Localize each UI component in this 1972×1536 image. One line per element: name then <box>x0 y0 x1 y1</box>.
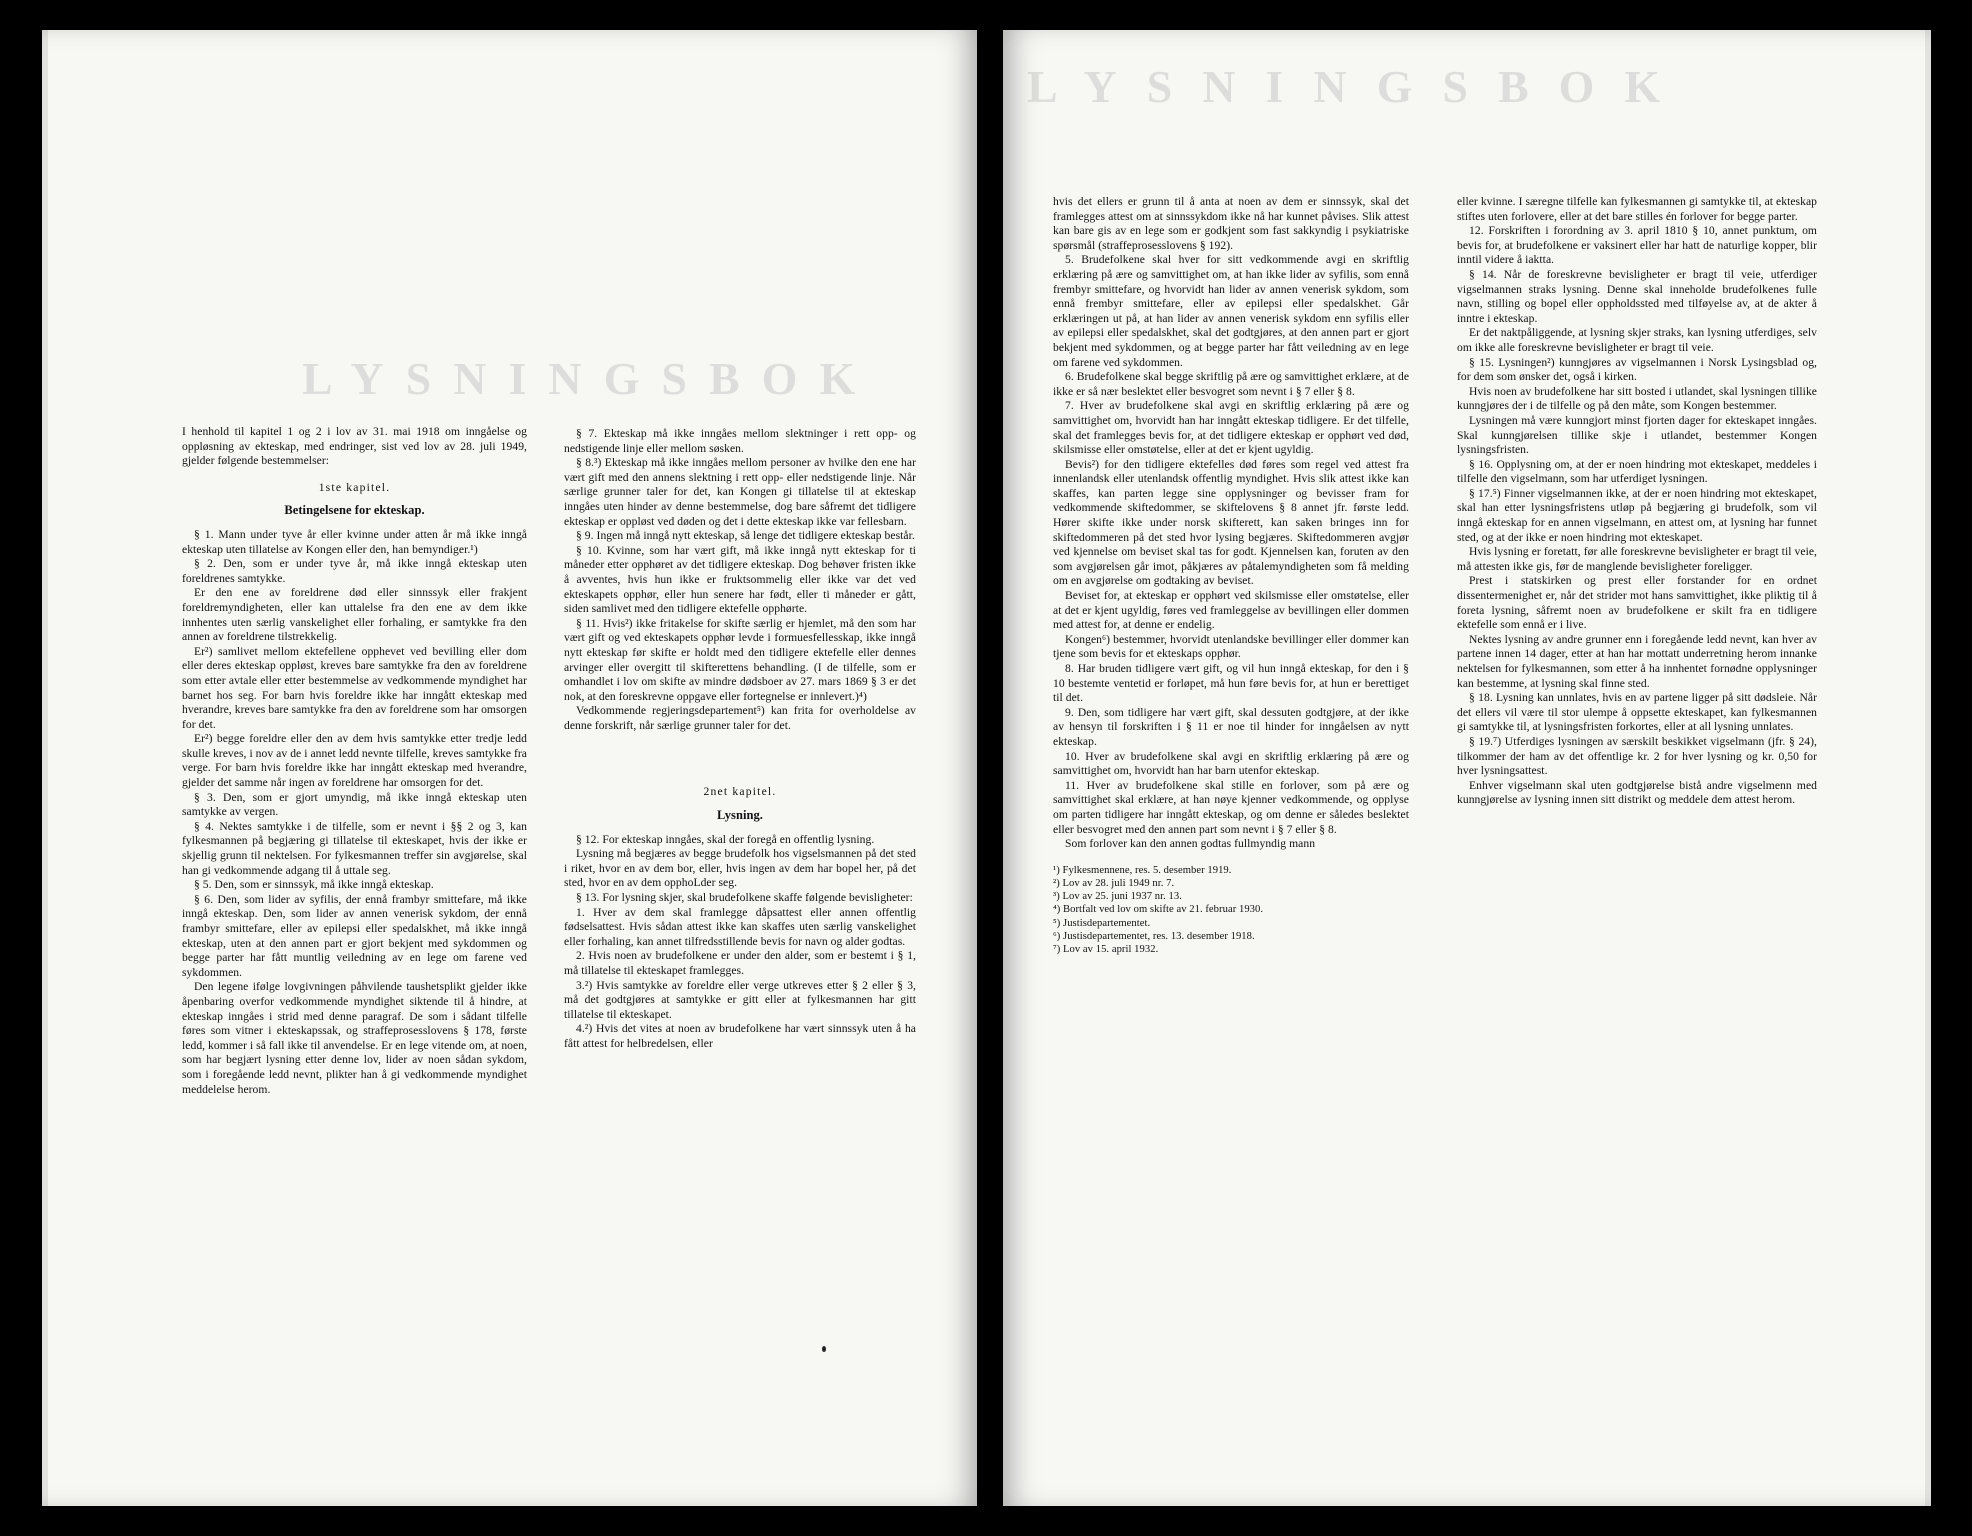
paragraph: 3.²) Hvis samtykke av foreldre eller verge utkreves etter § 2 eller § 3, må det godtgjøres at samtykke er gitt eller at fylkesmannen har gitt tillatelse til ekteskapet. <box>564 978 916 1021</box>
footnote: ⁴) Bortfalt ved lov om skifte av 21. februar 1930. <box>1053 904 1264 916</box>
paragraph: § 16. Opplysning om, at der er noen hindring mot ekteskapet, meddeles i tilfelle den vigselmann, som har utferdiget lysningen. <box>1457 457 1817 486</box>
paragraph: Kongen⁶) bestemmer, hvorvidt utenlandske bevillinger eller dommer kan tjene som bevis for et ekteskaps opphør. <box>1053 632 1409 661</box>
footnotes <box>1053 864 1409 956</box>
paragraph: § 17.⁵) Finner vigselmannen ikke, at der er noen hindring mot ekteskapet, skal han etter lysningsfristens utløp på begjæring gi brudefolk, som vil inngå ekteskap for en annen vigselmann, en attest om, at lysning har funnet sted, og at der ikke er noen hindring mot ekteskapet. <box>1457 486 1817 544</box>
paragraph: 8. Har bruden tidligere vært gift, og vil hun inngå ekteskap, for den i § 10 bestemte ventetid er forløpet, må hun føre bevis for, at hun er berettiget til det. <box>1053 662 1409 705</box>
paragraph: 10. Hver av brudefolkene skal avgi en skriftlig erklæring på ære og samvittighet om, hvorvidt han har barn utenfor ekteskap. <box>1053 749 1409 778</box>
bleed-through-heading: LYSNINGSBOK <box>1027 61 1691 112</box>
paragraph: 9. Den, som tidligere har vært gift, skal dessuten godtgjøre, at der ikke av hensyn til forskriften i § 11 er noe til hinder for inngåelsen av nytt ekteskap. <box>1053 705 1409 748</box>
paragraph: Bevis²) for den tidligere ektefelles død føres som regel ved attest fra innenlandsk eller utenlandsk offentlig myndighet. Hvis slik attest ikke kan skaffes, kan parten legge sine opplysninger og bevisser fram for vedkommende skiftedommer, se skiftelovens § 8 annet jfr. første ledd. Hører skifte ikke under norsk skifterett, kan saken bringes inn for skiftedommeren på det sted hvor lysing begjæres. Skiftedommeren avgjør ved kjennelse om beviset skal tas for godt. Kjennelsen kan, foruten av den som avgjørelsen går imot, påkjæres av påtalemyndigheten som få melding om en avgjørelse om godtaking av beviset. <box>1053 457 1409 588</box>
paragraph: hvis det ellers er grunn til å anta at noen av dem er sinnssyk, skal det framlegges attest om at sinnssykdom ikke nå har kunnet påvises. Slik attest kan bare gis av en lege som er godkjent som fast sakkyndig i psykiatriske spørsmål (straffeprosesslovens § 192). <box>1053 195 1409 252</box>
right-column-1 <box>1053 195 1409 956</box>
footnote: ¹) Fylkesmennene, res. 5. desember 1919. <box>1053 864 1232 876</box>
paragraph: § 5. Den, som er sinnssyk, må ikke inngå ekteskap. <box>194 878 434 892</box>
footnote: ⁶) Justisdepartementet, res. 13. desember 1918. <box>1053 930 1255 942</box>
paragraph: Er det naktpåliggende, at lysning skjer straks, kan lysning utferdiges, selv om ikke alle foreskrevne bevisligheter er bragt til veie. <box>1457 326 1817 354</box>
paragraph: Nektes lysning av andre grunner enn i foregående ledd nevnt, kan hver av partene innen 14 dager, etter at han har mottatt underretning herom innanke nektelsen for fylkesmannen, som etter å ha innhentet fornødne opplysninger kan bestemme, at lysning skal finne sted. <box>1457 632 1817 690</box>
paragraph: Lysning må begjæres av begge brudefolk hos vigselsmannen på det sted i riket, hvor en av dem bor, eller, hvis ingen av dem har bopel her, på det sted, hvor en av dem opphoLder seg. <box>564 847 916 890</box>
paragraph: Er den ene av foreldrene død eller sinnssyk eller frakjent foreldremyndigheten, eller kan uttalelse fra den ene av dem ikke innhentes uten særlig vanskelighet eller forhaling, er samtykke fra den annen av foreldrene tilstrekkelig. <box>182 586 527 644</box>
footnote: ³) Lov av 25. juni 1937 nr. 13. <box>1053 891 1182 903</box>
paragraph: 2. Hvis noen av brudefolkene er under den alder, som er bestemt i § 1, må tillatelse til ekteskapet framlegges. <box>564 949 916 977</box>
paragraph: § 15. Lysningen²) kunngjøres av vigselmannen i Norsk Lysingsblad og, for dem som ønsker det, også i kirken. <box>1457 355 1817 384</box>
left-page <box>42 30 977 1506</box>
paragraph: § 8.³) Ekteskap må ikke inngåes mellom personer av hvilke den ene har vært gift med den annens slektning i rett opp- eller nedstigende linje. Når særlige grunner taler for det, kan Kongen gi tillatelse til at ekteskap inngåes uten hinder av denne bestemmelse, dog bare såfremt det tidligere ekteskap er oppløst ved døden og det i dette ekteskap ikke var fellesbarn. <box>564 456 916 528</box>
paragraph: Hvis lysning er foretatt, før alle foreskrevne bevisligheter er bragt til veie, må attesten ikke gis, før de manglende bevisligheter foreligger. <box>1457 545 1817 573</box>
paragraph: § 3. Den, som er gjort umyndig, må ikke inngå ekteskap uten samtykke av vergen. <box>182 790 527 819</box>
chapter-2-heading: 2net kapitel. <box>703 785 777 799</box>
paragraph: § 7. Ekteskap må ikke inngåes mellom slektninger i rett opp- og nedstigende linje eller mellom søsken. <box>564 427 916 455</box>
paragraph: Er²) begge foreldre eller den av dem hvis samtykke etter tredje ledd skulle kreves, i nov av de i annet ledd nevnte tilfelle, kreves samtykke fra verge. For barn hvis foreldre ikke har inngått ekteskap med hverandre, gjelder det samme når ingen av foreldrene har omsorgen for det. <box>182 732 527 790</box>
footnote: ⁵) Justisdepartementet. <box>1053 917 1151 929</box>
paragraph: Lysningen må være kunngjort minst fjorten dager for ekteskapet inngåes. Skal kunngjørelsen tillike skje i utlandet, bestemmer Kongen lysningsfristen. <box>1457 413 1817 457</box>
chapter-1-heading: 1ste kapitel. <box>318 480 391 494</box>
paragraph: Enhver vigselmann skal uten godtgjørelse bistå andre vigselmenn med kunngjørelse av lysning innen sitt distrikt og meddele dem attest herom. <box>1457 778 1817 807</box>
paragraph: § 18. Lysning kan unnlates, hvis en av partene ligger på sitt dødsleie. Når det ellers vil være til stor ulempe å oppsette ekteskapet, kan fylkesmannen gi samtykke til, at lysningsfristen forkortes, eller at all lysning unnlates. <box>1457 691 1817 734</box>
ink-speck <box>822 1346 826 1352</box>
paragraph: § 9. Ingen må inngå nytt ekteskap, så lenge det tidligere ekteskap består. <box>576 529 915 543</box>
footnote: ²) Lov av 28. juli 1949 nr. 7. <box>1053 877 1175 889</box>
paragraph: § 11. Hvis²) ikke fritakelse for skifte særlig er hjemlet, må den som har vært gift og ved ekteskapets opphør levde i formuesfellesskap, ikke inngå nytt ekteskap før skifte er holdt med den tidligere ektefelle eller dennes arvinger eller overgitt til skifterettens behandling. (I de tilfelle, som er omhandlet i lov om skifte av mindre dødsboer av 27. mars 1869 § 3 er det nok, at den foreskrevne oppgave eller fortegnelse er innlevert.)⁴) <box>564 616 916 703</box>
chapter-1-title: Betingelsene for ekteskap. <box>284 503 425 518</box>
paragraph: Er²) samlivet mellom ektefellene opphevet ved bevilling eller dom eller deres ekteskap oppløst, kreves bare samtykke fra den av foreldrene som etter avtale eller etter bestemmelse av vedkommende myndighet har barnet hos seg. For barn hvis foreldre ikke har inngått ekteskap med hverandre, kreves bare samtykke fra den av foreldrene som har omsorgen for det. <box>182 644 527 731</box>
intro-paragraph: I henhold til kapitel 1 og 2 i lov av 31. mai 1918 om inngåelse og oppløsning av ekteskap, med endringer, sist ved lov av 28. juli 1949, gjelder følgende bestemmelser: <box>182 425 527 468</box>
paragraph: 4.²) Hvis det vites at noen av brudefolkene har vært sinnssyk uten å ha fått attest for helbredelsen, eller <box>564 1022 916 1050</box>
paragraph: Vedkommende regjeringsdepartement⁵) kan frita for overholdelse av denne forskrift, når særlige grunner taler for det. <box>564 704 916 732</box>
paragraph: 6. Brudefolkene skal begge skriftlig på ære og samvittighet erklære, at de ikke er så nær beslektet eller besvogret som nevnt i § 7 eller § 8. <box>1053 370 1410 398</box>
paragraph: 12. Forskriften i forordning av 3. april 1810 § 10, annet punktum, om bevis for, at brudefolkene er vaksinert eller har hatt de naturlige kopper, blir inntil videre å iaktta. <box>1457 224 1817 267</box>
paragraph: § 4. Nektes samtykke i de tilfelle, som er nevnt i §§ 2 og 3, kan fylkesmannen på begjæring gi tillatelse til ekteskapet, hvis der ikke er skjellig grunn til nektelsen. For fylkesmannen treffer sin avgjørelse, skal han gi vedkommende adgang til å uttale seg. <box>182 819 527 877</box>
page-edge <box>1925 30 1931 1506</box>
paragraph: § 12. For ekteskap inngåes, skal der foregå en offentlig lysning. <box>576 832 875 846</box>
right-column-2 <box>1457 195 1817 808</box>
paragraph: § 14. Når de foreskrevne bevisligheter er bragt til veie, utferdiger vigselmannen straks lysning. Denne skal inneholde brudefolkenes fulle navn, stilling og bopel eller oppholdssted med tilføyelse av, at de akter å inntre i ekteskap. <box>1457 267 1817 325</box>
paragraph: § 6. Den, som lider av syfilis, der ennå frambyr smittefare, må ikke inngå ekteskap. Den, som lider av annen venerisk sykdom, der ennå frambyr smittefare, eller av epilepsi eller spedalskhet, må ikke inngå ekteskap, uten at den annen part er gjort bekjent med sykdommen og begge parter har fått muntlig veiledning av en lege om farene ved sykdommen. <box>182 892 527 979</box>
left-column-1 <box>182 425 527 1097</box>
paragraph: Som forlover kan den annen godtas fullmyndig mann <box>1065 837 1316 851</box>
bleed-through-heading: LYSNINGSBOK <box>302 353 878 404</box>
chapter-2-title: Lysning. <box>717 808 763 823</box>
paragraph: § 10. Kvinne, som har vært gift, må ikke inngå nytt ekteskap for ti måneder etter opphøret av det tidligere ekteskap. Dog behøver fristen ikke å avventes, hvis hun ikke er fruktsommelig eller ikke var det ved ekteskapets opphør, eller hun senere har født, eller ti måneder er gått, siden samlivet med den tidligere ektefelle opphørte. <box>564 543 916 616</box>
paragraph: Prest i statskirken og prest eller forstander for en ordnet dissentermenighet er, når det strider mot hans samvittighet, ikke pliktig til å foreta lysning, såfremt noen av brudefolkene er skilt fra en tidligere ektefelle som ennå er i live. <box>1457 574 1817 632</box>
left-column-2 <box>564 427 916 1052</box>
paragraph: § 13. For lysning skjer, skal brudefolkene skaffe følgende bevisligheter: <box>576 891 913 905</box>
footnote: ⁷) Lov av 15. april 1932. <box>1053 943 1159 955</box>
paragraph: § 1. Mann under tyve år eller kvinne under atten år må ikke inngå ekteskap uten tillatelse av Kongen eller den, han bemyndiger.¹) <box>182 527 527 556</box>
paragraph: Beviset for, at ekteskap er opphørt ved skilsmisse eller omstøtelse, eller at det er kjent ugyldig, føres ved framleggelse av bevillingen eller dommen med attest for, at denne er endelig. <box>1053 589 1409 632</box>
paragraph: eller kvinne. I særegne tilfelle kan fylkesmannen gi samtykke til, at ekteskap stiftes uten forlovere, eller at det bare stilles én forlover for begge parter. <box>1457 195 1817 223</box>
paragraph: Hvis noen av brudefolkene har sitt bosted i utlandet, skal lysningen tillike kunngjøres der i de tilfelle og på den måte, som Kongen bestemmer. <box>1457 384 1817 413</box>
page-edge <box>42 30 48 1506</box>
paragraph: 1. Hver av dem skal framlegge dåpsattest eller annen offentlig fødselsattest. Hvis sådan attest ikke kan skaffes uten særlig vanskelighet eller forhaling, kan annet tilfredsstillende bevis for navn og alder godtas. <box>564 905 916 948</box>
paragraph: Den legene ifølge lovgivningen påhvilende taushetsplikt gjelder ikke åpenbaring overfor vedkommende myndighet siktende til å hindre, at ekteskap inngåes i strid med denne paragraf. De som i sådant tilfelle føres som vitner i ekteskapssak, og straffeprosesslovens § 178, første ledd, kommer i så fall ikke til anvendelse. Er en lege vitende om, at noen, som har begjært lysning etter denne lov, lider av noen sådan sykdom, som i foregående ledd nevnt, plikter han å gi vedkommende myndighet meddelelse herom. <box>182 980 528 1096</box>
paragraph: 7. Hver av brudefolkene skal avgi en skriftlig erklæring på ære og samvittighet om, hvorvidt han har inngått ekteskap tidligere. Er det tilfelle, skal det framlegges bevis for, at det tidligere ekteskap er opphørt ved død, skilsmisse eller omstøtelse, eller at det er kjent ugyldig. <box>1053 399 1409 457</box>
paragraph: § 19.⁷) Utferdiges lysningen av særskilt beskikket vigselmann (jfr. § 24), tilkommer der ham av det offentlige kr. 2 for hver lysning og kr. 0,50 for hver lysningsattest. <box>1457 734 1817 778</box>
paragraph: § 2. Den, som er under tyve år, må ikke inngå ekteskap uten foreldrenes samtykke. <box>182 557 527 585</box>
right-page <box>1003 30 1931 1506</box>
paragraph: 11. Hver av brudefolkene skal stille en forlover, som på ære og samvittighet skal erklære, at han nøye kjenner vedkommende, og opplyse om parten tidligere har inngått ekteskap, og om denne er således beslektet eller besvogret med den annen part som nevnt i § 7 eller § 8. <box>1053 778 1409 836</box>
paragraph: 5. Brudefolkene skal hver for sitt vedkommende avgi en skriftlig erklæring på ære og samvittighet om, at han ikke lider av syfilis, som ennå frembyr smittefare, og hvorvidt han lider av annen venerisk sykdom, som ennå frembyr smittefare, eller av epilepsi eller spedalskhet. Går erklæringen ut på, at han lider av annen venerisk sykdom enn syfilis eller av epilepsi eller spedalskhet, skal det godtgjøres, at den annen part er gjort bekjent med sykdommen, og at begge parter har fått veiledning av en lege om farene ved sykdommen. <box>1053 253 1409 369</box>
